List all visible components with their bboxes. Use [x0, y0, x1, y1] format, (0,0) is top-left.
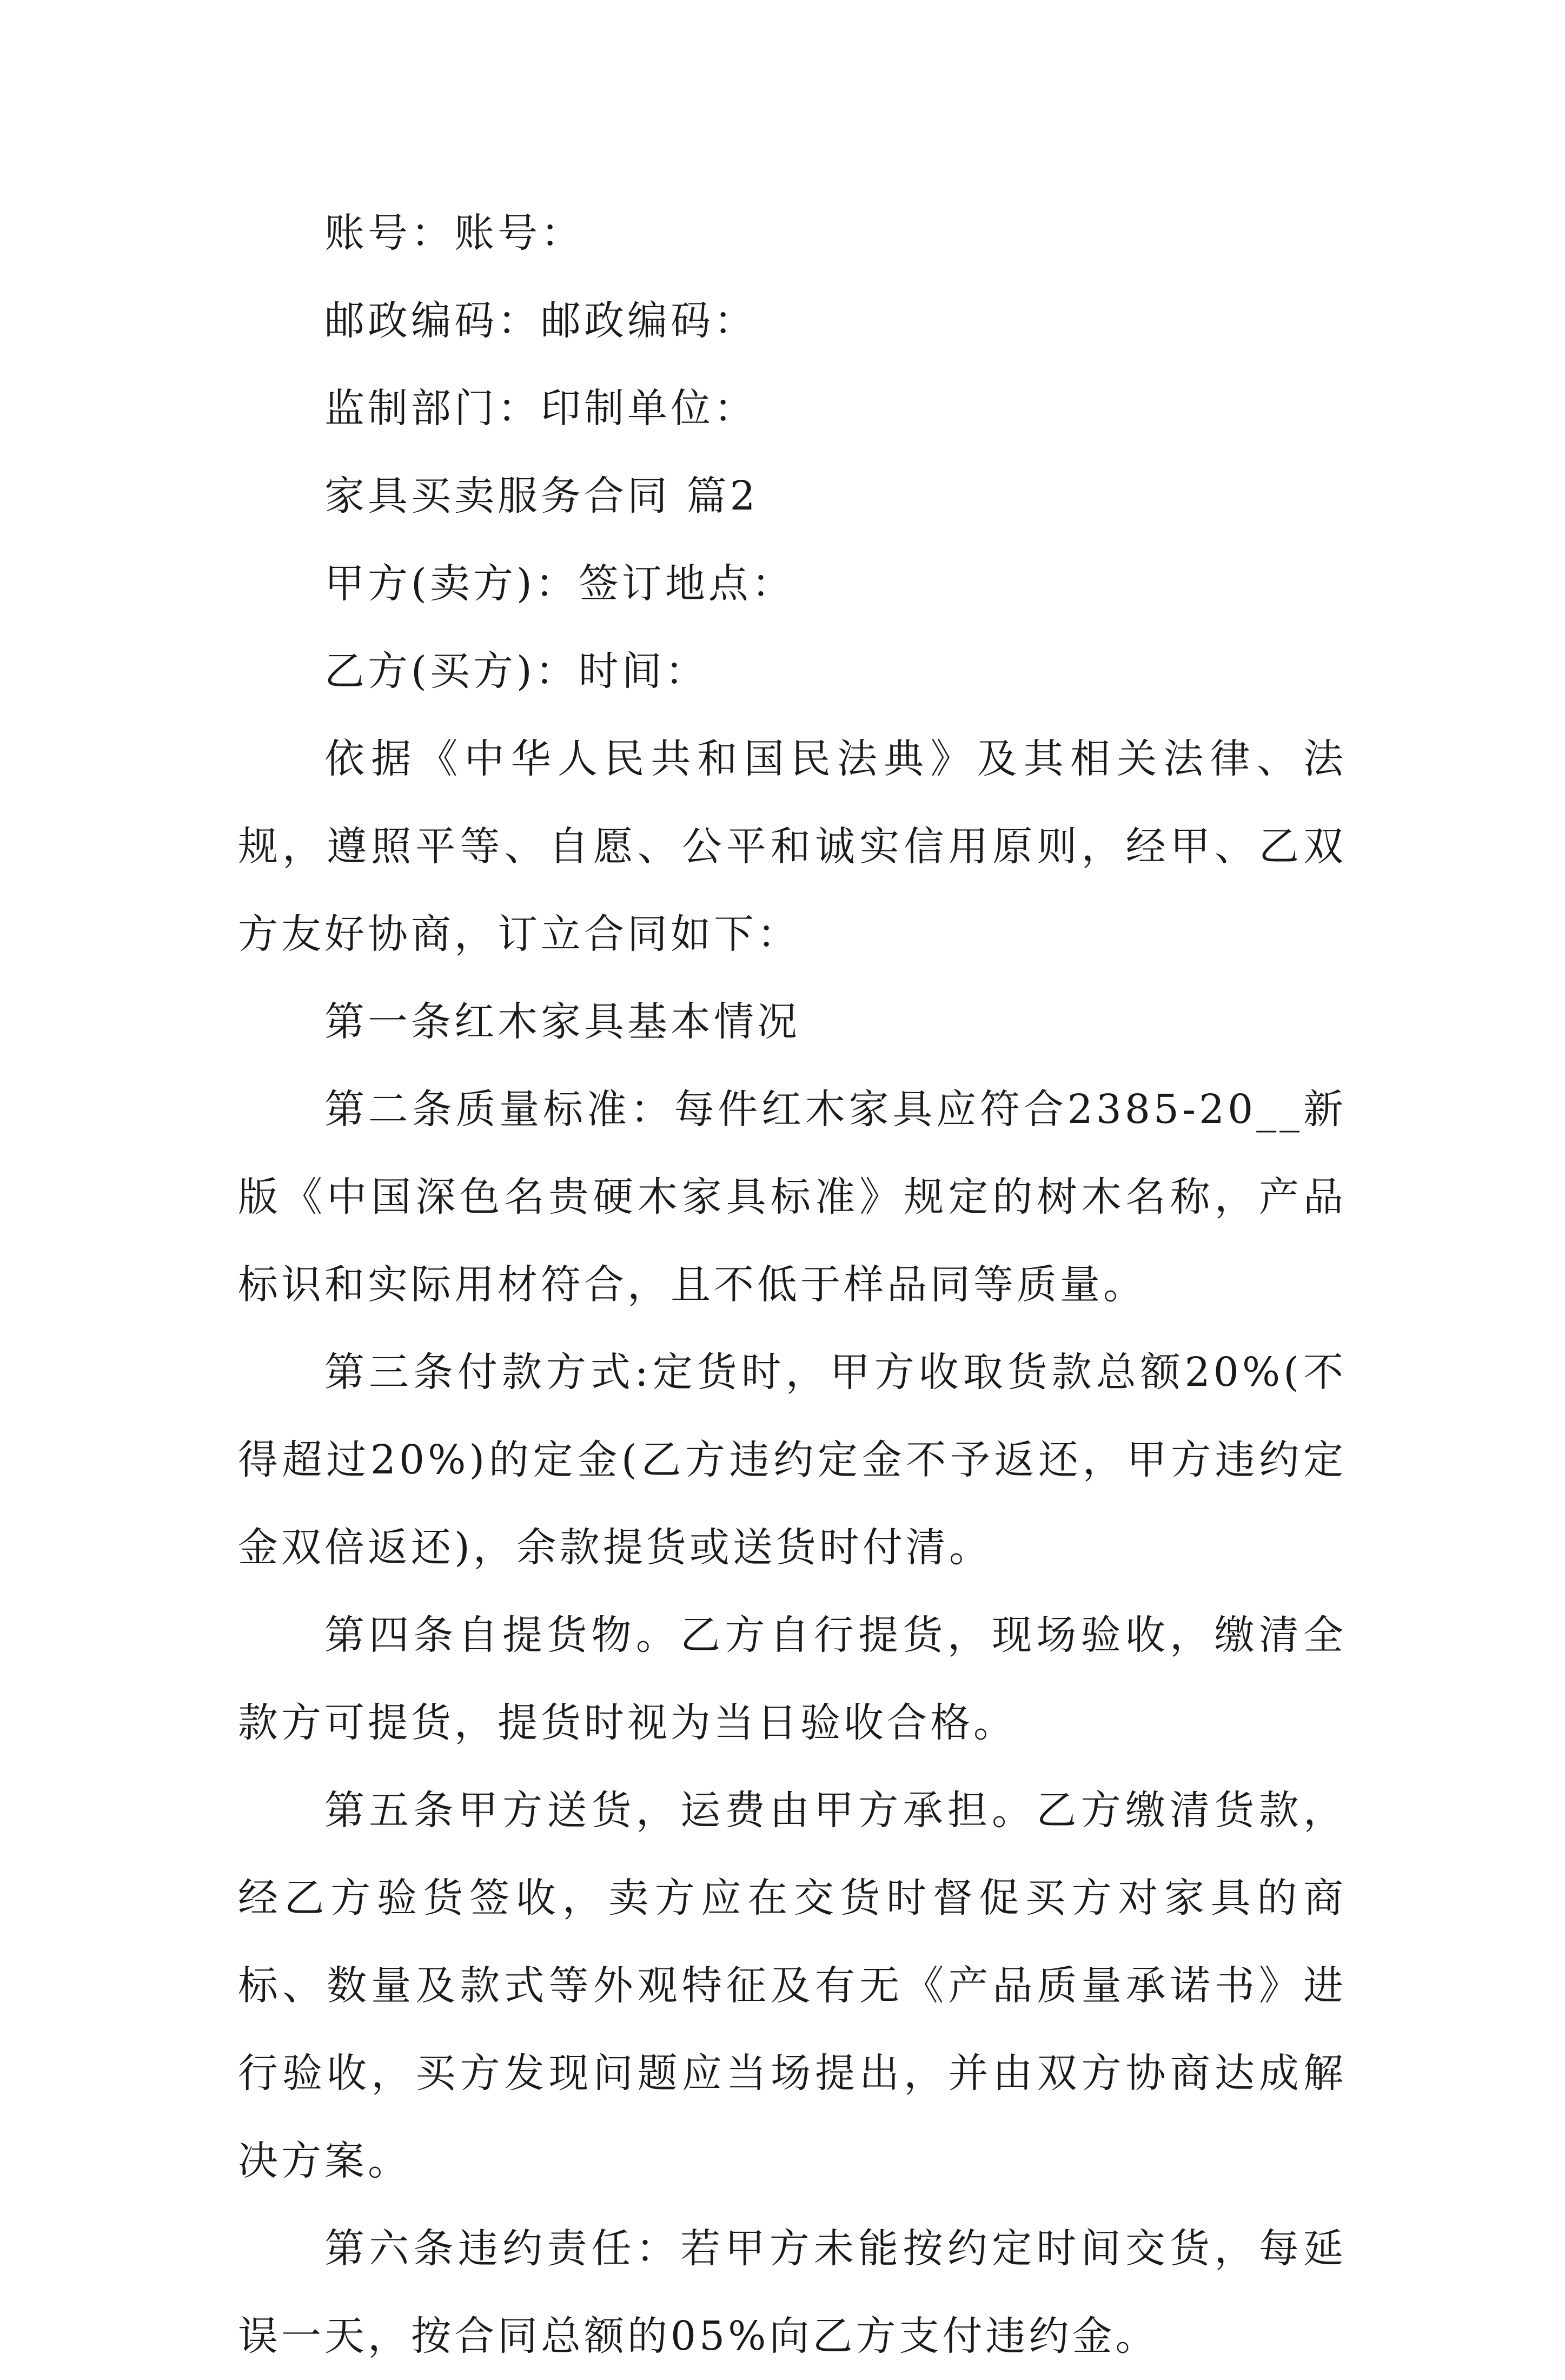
- party-a-line: 甲方(卖方)：签订地点：: [324, 560, 795, 607]
- article-5: 第五条甲方送货，运费由甲方承担。乙方缴清货款，经乙方验货签收，卖方应在交货时督促买方对家具的商标、数量及款式等外观特征及有无《产品质量承诺书》进行验收，买方发现问题应当场提出，并由双方协商达成解决方案。: [238, 1787, 1347, 2184]
- party-b-line: 乙方(买方)：时间：: [324, 648, 708, 695]
- account-line: 账号：账号：: [324, 210, 584, 256]
- article-6: 第六条违约责任：若甲方未能按约定时间交货，每延误一天，按合同总额的05%向乙方支付违约金。: [238, 2225, 1347, 2359]
- postal-code-line: 邮政编码：邮政编码：: [324, 298, 757, 344]
- supervisor-line: 监制部门：印制单位：: [324, 385, 757, 432]
- article-1: 第一条红木家具基本情况: [324, 999, 800, 1045]
- preamble-paragraph: 依据《中华人民共和国民法典》及其相关法律、法规，遵照平等、自愿、公平和诚实信用原则，经甲、乙双方友好协商，订立合同如下：: [238, 736, 1347, 957]
- article-3: 第三条付款方式:定货时，甲方收取货款总额20%(不得超过20%)的定金(乙方违约定金不予返还，甲方违约定金双倍返还)，余款提货或送货时付清。: [238, 1349, 1347, 1571]
- article-2: 第二条质量标准：每件红木家具应符合2385-20__新版《中国深色名贵硬木家具标准》规定的树木名称，产品标识和实际用材符合，且不低于样品同等质量。: [238, 1086, 1347, 1308]
- contract-title: 家具买卖服务合同 篇2: [324, 473, 759, 519]
- article-4: 第四条自提货物。乙方自行提货，现场验收，缴清全款方可提货，提货时视为当日验收合格。: [238, 1612, 1347, 1746]
- document-body: [238, 189, 1347, 2380]
